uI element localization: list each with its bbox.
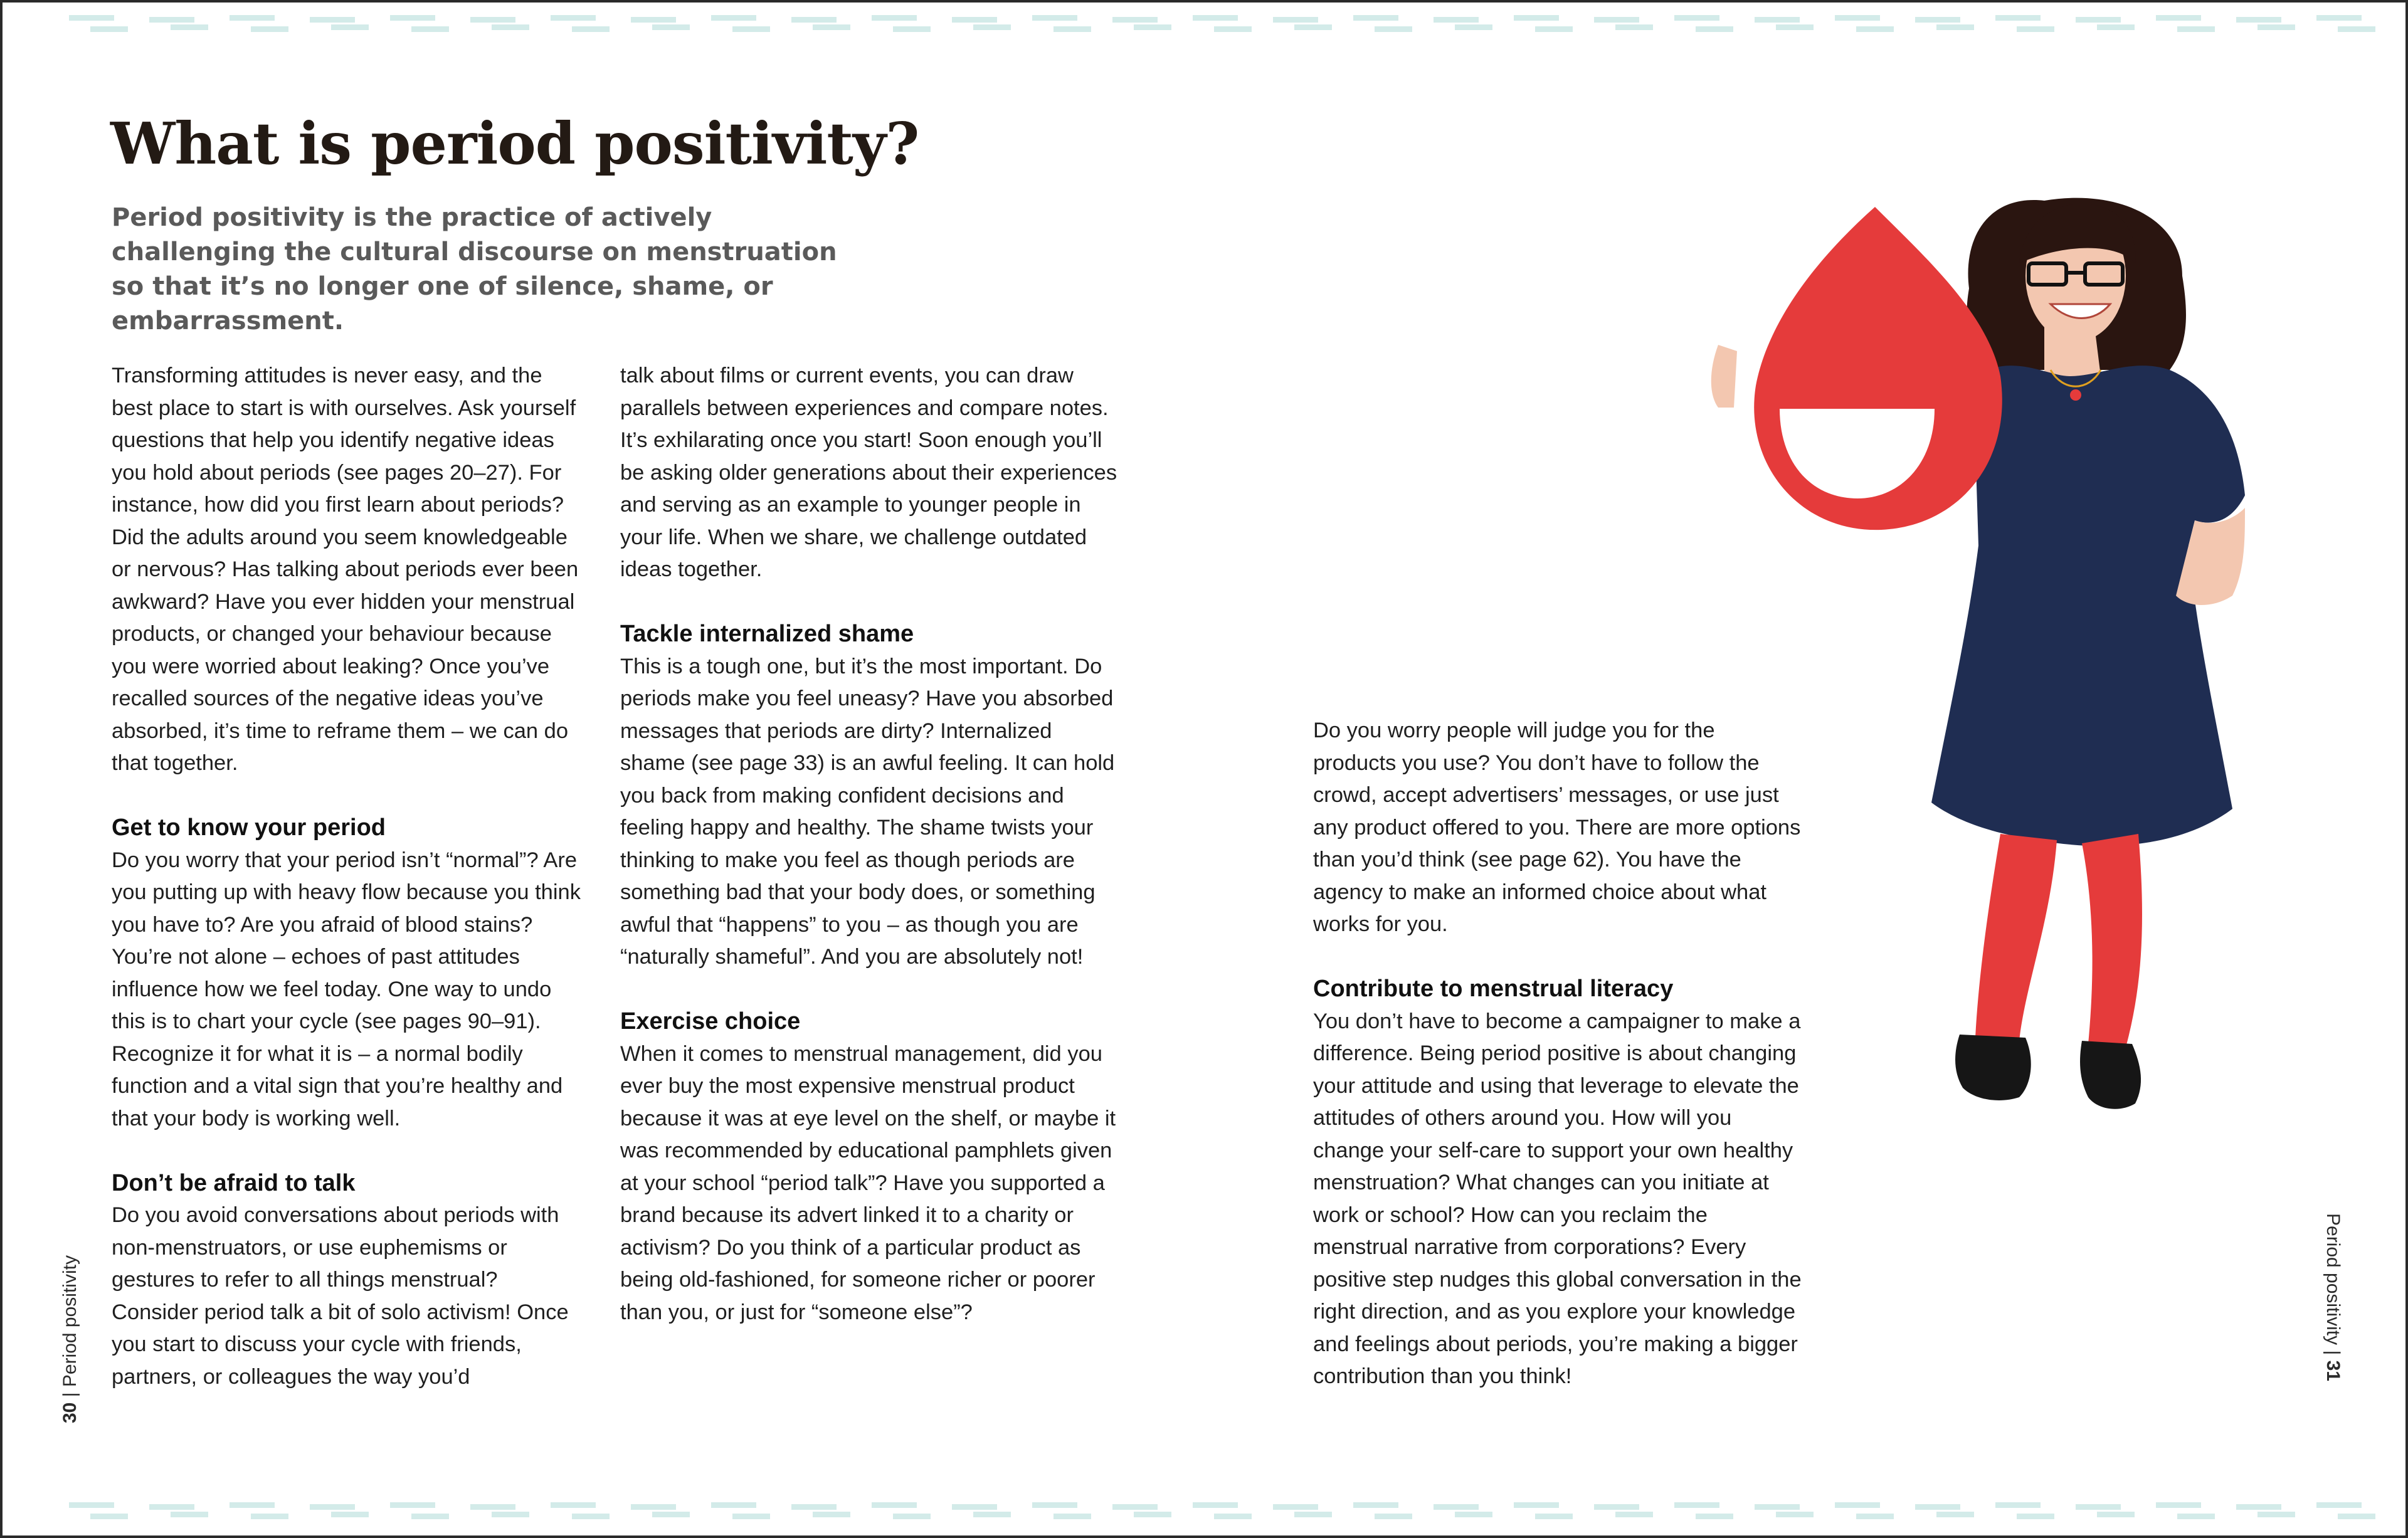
decorative-dash (411, 26, 449, 32)
decorative-dash (1134, 1512, 1171, 1517)
decorative-dash (893, 26, 931, 32)
left-shoe (1955, 1035, 2031, 1100)
decorative-dash (1915, 1504, 1960, 1510)
decorative-dash (1193, 15, 1238, 21)
decorative-dash (732, 26, 770, 32)
decorative-dash (2017, 26, 2054, 32)
decorative-dash (1995, 15, 2041, 21)
decorative-dash (1674, 1502, 1719, 1508)
decorative-dash (1615, 24, 1653, 30)
decorative-dash (1936, 1512, 1974, 1517)
decorative-dash (2236, 17, 2281, 23)
folio-separator: | (60, 1392, 80, 1398)
decorative-dash (69, 15, 114, 21)
decorative-dash (1455, 24, 1492, 30)
body-paragraph: Transforming attitudes is never easy, and the best place to start is with ourselves. Ask yourself questions that help you identify negative ideas you hold about periods (see pages 20–27). For instance, how did you first learn about periods? Did the adults around you seem knowledgeable or nervous? Has talking about periods ever been awkward? Have you ever hidden your menstrual products, or changed your behaviour because you were worried about leaking? Once you’ve recalled sources of the negative ideas you’ve absorbed, it’s time to reframe them – we can do that together. (112, 364, 579, 775)
left-leg (1975, 834, 2057, 1041)
decorative-dash (230, 15, 275, 21)
decorative-dash (652, 24, 690, 30)
decorative-dash (470, 1504, 515, 1510)
decorative-dash (310, 1504, 355, 1510)
decorative-dash (1514, 15, 1559, 21)
decorative-dash (411, 1514, 449, 1519)
section-heading: Contribute to menstrual literacy (1313, 976, 1674, 1002)
decorative-dash (1032, 1502, 1077, 1508)
decorative-dash (1674, 15, 1719, 21)
intro-paragraph: Period positivity is the practice of actively challenging the cultural discourse on menstruation so that it’s no longer one of silence, shame, or embarrassment. (112, 203, 837, 335)
section-heading: Don’t be afraid to talk (112, 1169, 356, 1196)
decorative-dash (310, 17, 355, 23)
running-section-title: Period positivity (60, 1255, 80, 1388)
decorative-dash (1353, 15, 1398, 21)
decorative-dash (2316, 1502, 2362, 1508)
decorative-dash (1995, 1502, 2041, 1508)
decorative-dash (251, 26, 288, 32)
decorative-dash (2258, 1512, 2295, 1517)
decorative-dash (1214, 1514, 1252, 1519)
right-leg (2082, 834, 2142, 1047)
decorative-dash (2177, 1514, 2215, 1519)
decorative-dash (69, 1502, 114, 1508)
decorative-dash (2076, 1504, 2121, 1510)
decorative-dash (791, 1504, 837, 1510)
decorative-dash (1353, 1502, 1398, 1508)
section-heading: Tackle internalized shame (620, 621, 914, 647)
necklace-pendant (2070, 389, 2081, 401)
decorative-dash (90, 26, 128, 32)
decorative-dash (2156, 1502, 2201, 1508)
decorative-dash (2076, 17, 2121, 23)
decorative-dash (171, 24, 208, 30)
decorative-dash (2338, 1514, 2375, 1519)
decorative-dash (2338, 26, 2375, 32)
decorative-dash (492, 24, 529, 30)
decorative-dash (1755, 17, 1800, 23)
decorative-dash (952, 17, 997, 23)
decorative-dash (1214, 26, 1252, 32)
body-paragraph: Do you worry that your period isn’t “normal”? Are you putting up with heavy flow because you think you have to? Are you afraid of blood stains? You’re not alone – echoes of past attitudes influence how we feel today. One way to undo this is to chart your cycle (see pages 90–91). Recognize it for what it is – a normal bodily function and a vital sign that you’re healthy and that your body is working well. (112, 848, 581, 1130)
text-column-1 (112, 360, 588, 1393)
decorative-dash (470, 17, 515, 23)
decorative-dash (732, 1514, 770, 1519)
decorative-dash (1594, 1504, 1639, 1510)
decorative-dash (872, 15, 917, 21)
decorative-dash (973, 24, 1011, 30)
section-heading: Exercise choice (620, 1008, 801, 1035)
decorative-dash (711, 15, 756, 21)
decorative-dash (1112, 17, 1158, 23)
decorative-dash (813, 1512, 850, 1517)
decorative-dash (90, 1514, 128, 1519)
page-number: 30 (60, 1402, 80, 1423)
decorative-dash (1615, 1512, 1653, 1517)
decorative-dash (1032, 15, 1077, 21)
body-paragraph: This is a tough one, but it’s the most important. Do periods make you feel uneasy? Have you absorbed messages that periods are dirty? Internalized shame (see page 33) is an awful feeling. It can hold you back from making confident decisions and feeling happy and healthy. The shame twists your thinking to make you feel as though periods are something bad that your body does, or something awful that “happens” to you – as though you are “naturally shameful”. And you are absolutely not! (620, 654, 1115, 969)
body-paragraph: You don’t have to become a campaigner to make a difference. Being period positive is about changing your attitude and using that leverage to elevate the attitudes of others around you. How will you change your self-care to support your own healthy menstruation? What changes can you initiate at work or school? How can you reclaim the menstrual narrative from corporations? Every positive step nudges this global conversation in the right direction, and as you explore your knowledge and feelings about periods, you’re making a bigger contribution than you think! (1313, 1009, 1802, 1388)
decorative-dash (2316, 15, 2362, 21)
decorative-dash (572, 1514, 610, 1519)
decorative-dash (149, 17, 194, 23)
decorative-dash (711, 1502, 756, 1508)
decorative-dash (952, 1504, 997, 1510)
decorative-dash (390, 15, 435, 21)
body-paragraph: talk about films or current events, you can draw parallels between experiences and compare notes. It’s exhilarating once you start! Soon enough you’ll be asking older generations about their experiences and serving as an example to younger people in your life. When we share, we challenge outdated ideas together. (620, 364, 1117, 581)
decorative-dash (872, 1502, 917, 1508)
decorative-dash (230, 1502, 275, 1508)
page-number: 31 (2323, 1360, 2343, 1381)
folio-left (60, 1255, 81, 1423)
right-shoe (2080, 1041, 2141, 1109)
decorative-dash (2156, 15, 2201, 21)
decorative-dash (1535, 26, 1573, 32)
decorative-dash (1054, 26, 1091, 32)
decorative-dash (2097, 24, 2135, 30)
decorative-dash (1856, 26, 1894, 32)
decorative-dash (1455, 1512, 1492, 1517)
decorative-dash (1835, 15, 1880, 21)
decorative-dash (171, 1512, 208, 1517)
text-column-2 (620, 360, 1122, 1329)
decorative-dash (492, 1512, 529, 1517)
decorative-dash (1856, 1514, 1894, 1519)
decorative-dash (1294, 1512, 1332, 1517)
folio-separator: | (2323, 1350, 2343, 1356)
woman-holding-blood-drop-illustration (1693, 169, 2320, 1160)
decorative-dash (631, 17, 676, 23)
decorative-dash (1696, 26, 1733, 32)
decorative-dash (2177, 26, 2215, 32)
folio-right (2322, 1213, 2343, 1381)
decorative-dash (1273, 1504, 1318, 1510)
decorative-dash (893, 1514, 931, 1519)
decorative-dash (1835, 1502, 1880, 1508)
decorative-dash (791, 17, 837, 23)
decorative-dash (1375, 26, 1412, 32)
hand (1711, 345, 1737, 408)
decorative-dash (251, 1514, 288, 1519)
decorative-dash (1193, 1502, 1238, 1508)
decorative-dash (2017, 1514, 2054, 1519)
decorative-dash-border-bottom (0, 1498, 2408, 1524)
decorative-dash (1755, 1504, 1800, 1510)
decorative-dash (1594, 17, 1639, 23)
decorative-dash (331, 24, 369, 30)
decorative-dash (149, 1504, 194, 1510)
decorative-dash (1936, 24, 1974, 30)
decorative-dash (2258, 24, 2295, 30)
decorative-dash (551, 1502, 596, 1508)
decorative-dash (1696, 1514, 1733, 1519)
decorative-dash (652, 1512, 690, 1517)
decorative-dash (1776, 1512, 1814, 1517)
decorative-dash (1535, 1514, 1573, 1519)
decorative-dash (390, 1502, 435, 1508)
body-paragraph: When it comes to menstrual management, did you ever buy the most expensive menstrual product because it was at eye level on the shelf, or maybe it was recommended by educational pamphlets given at your school “period talk”? Have you supported a brand because its advert linked it to a charity or activism? Do you think of a particular product as being old-fashioned, for someone richer or poorer than you, or just for “someone else”? (620, 1041, 1116, 1324)
decorative-dash (1134, 24, 1171, 30)
body-paragraph: Do you avoid conversations about periods with non-menstruators, or use euphemisms or gestures to refer to all things menstrual? Consider period talk a bit of solo activism! Once you start to discuss your cycle with friends, partners, or colleagues the way you’d (112, 1203, 569, 1389)
decorative-dash (2097, 1512, 2135, 1517)
decorative-dash (631, 1504, 676, 1510)
decorative-dash (1375, 1514, 1412, 1519)
decorative-dash (1112, 1504, 1158, 1510)
decorative-dash (1434, 17, 1479, 23)
decorative-dash (331, 1512, 369, 1517)
decorative-dash (1915, 17, 1960, 23)
body-paragraph: Do you worry people will judge you for the products you use? You don’t have to follow the crowd, accept advertisers’ messages, or use just any product offered to you. There are more options than you’d think (see page 62). You have the agency to make an informed choice about what works for you. (1313, 719, 1801, 936)
decorative-dash (1434, 1504, 1479, 1510)
section-heading: Get to know your period (112, 814, 386, 841)
decorative-dash (1514, 1502, 1559, 1508)
running-section-title: Period positivity (2323, 1213, 2343, 1346)
decorative-dash (572, 26, 610, 32)
decorative-dash (1776, 24, 1814, 30)
decorative-dash-border-top (0, 11, 2408, 36)
decorative-dash (551, 15, 596, 21)
decorative-dash (1273, 17, 1318, 23)
page-title: What is period positivity? (110, 110, 919, 177)
decorative-dash (1294, 24, 1332, 30)
decorative-dash (973, 1512, 1011, 1517)
decorative-dash (2236, 1504, 2281, 1510)
decorative-dash (1054, 1514, 1091, 1519)
decorative-dash (813, 24, 850, 30)
